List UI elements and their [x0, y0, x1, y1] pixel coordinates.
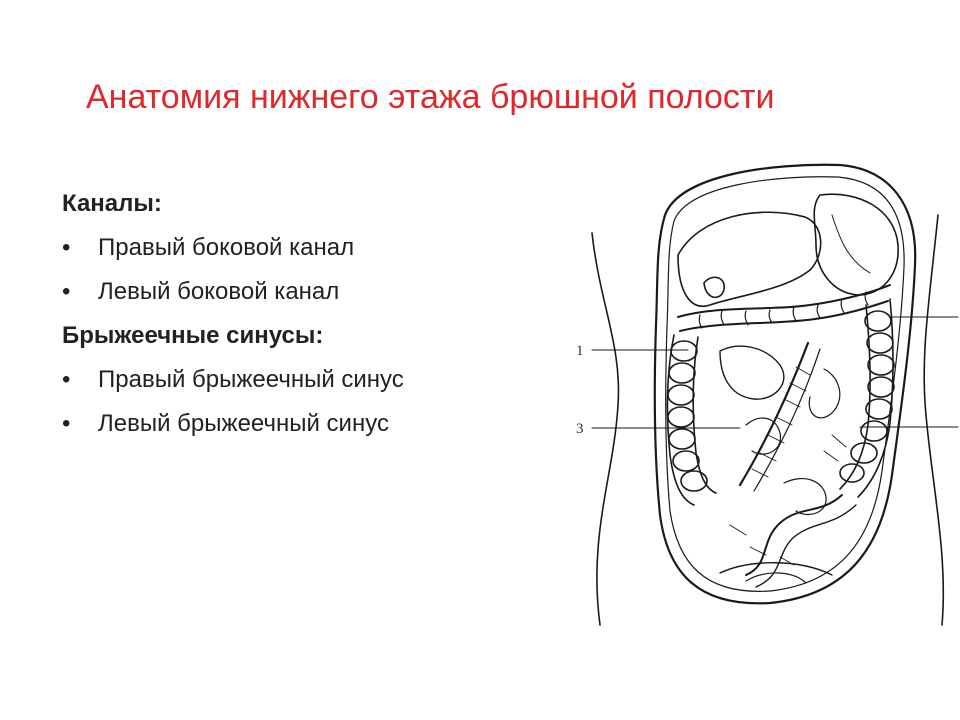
transverse-colon-upper	[678, 285, 890, 317]
sigmoid-colon-inner	[756, 505, 856, 587]
mesentery-root	[740, 343, 808, 485]
duodenal-loop	[720, 346, 784, 399]
section-heading-sinuses: Брыжеечные синусы:	[62, 322, 324, 349]
list-item	[62, 402, 482, 446]
torso-outline-left	[592, 233, 618, 625]
torso-outline-right	[924, 215, 943, 625]
sinuses-list	[62, 358, 482, 446]
list-item	[62, 270, 482, 314]
bullet-icon: •	[62, 366, 71, 393]
list-item-text: Правый брыжеечный синус	[98, 366, 404, 393]
list-item-text: Правый боковой канал	[98, 234, 355, 261]
bullet-icon: •	[62, 278, 71, 305]
figure-label-3: 3	[576, 421, 584, 437]
abdominal-cavity-illustration	[570, 155, 960, 635]
small-bowel-loop-3	[784, 479, 826, 515]
figure-label-1: 1	[576, 343, 584, 359]
liver	[678, 212, 821, 306]
list-item	[62, 226, 482, 270]
small-bowel-loop-2	[809, 369, 840, 418]
stomach-fold	[832, 215, 870, 273]
small-bowel-loop-1	[746, 418, 781, 454]
list-item-text: Левый боковой канал	[98, 278, 340, 305]
ascending-colon	[667, 335, 716, 505]
section-heading-canals: Каналы:	[62, 190, 162, 217]
content-text-block	[62, 182, 482, 446]
mesentery-root-edge	[754, 349, 820, 491]
bladder	[746, 573, 806, 583]
stomach	[814, 194, 898, 295]
list-item-text: Левый брыжеечный синус	[98, 410, 389, 437]
canals-list	[62, 226, 482, 314]
gallbladder	[704, 277, 724, 297]
bullet-icon: •	[62, 234, 71, 261]
bullet-icon: •	[62, 410, 71, 437]
descending-colon	[840, 299, 894, 497]
page-title: Анатомия нижнего этажа брюшной полости	[86, 78, 775, 116]
mesentery-hatching	[730, 367, 846, 565]
list-item	[62, 358, 482, 402]
transverse-colon-lower	[680, 301, 888, 331]
